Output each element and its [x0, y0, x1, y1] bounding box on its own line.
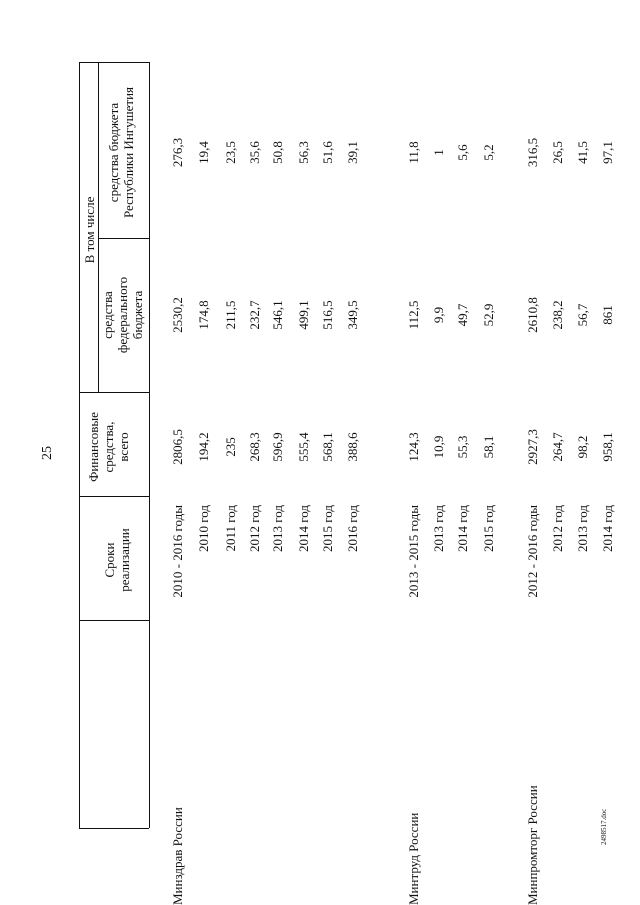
- cell-period: 2015 год: [481, 505, 496, 552]
- cell-total: 124,3: [406, 432, 421, 462]
- cell-period: 2010 год: [196, 505, 211, 552]
- cell-period: 2013 год: [270, 505, 285, 552]
- cell-regional: 23,5: [223, 141, 238, 164]
- cell-federal: 52,9: [481, 303, 496, 327]
- cell-federal: 349,5: [345, 300, 360, 330]
- cell-period: 2014 год: [296, 505, 311, 552]
- cell-federal: 232,7: [247, 300, 262, 330]
- header-regional: средства бюджета Республики Ингушетия: [106, 86, 136, 219]
- cell-period: 2011 год: [223, 505, 238, 552]
- cell-total: 2806,5: [170, 429, 185, 465]
- page-number: 25: [40, 446, 55, 460]
- cell-total: 268,3: [247, 432, 262, 462]
- cell-regional: 11,8: [406, 141, 421, 164]
- cell-federal: 861: [600, 305, 615, 325]
- cell-period: 2014 год: [600, 505, 615, 552]
- cell-federal: 516,5: [320, 300, 335, 330]
- cell-regional: 39,1: [345, 141, 360, 164]
- cell-total: 958,1: [600, 432, 615, 462]
- cell-regional: 51,6: [320, 141, 335, 164]
- cell-total: 568,1: [320, 432, 335, 462]
- cell-period: 2015 год: [320, 505, 335, 552]
- cell-federal: 112,5: [406, 300, 421, 330]
- cell-org: Минпромторг России: [525, 785, 540, 905]
- table-rotated: [80, 0, 640, 905]
- cell-period: 2013 год: [431, 505, 446, 552]
- cell-regional: 19,4: [196, 141, 211, 164]
- cell-total: 58,1: [481, 435, 496, 459]
- cell-regional: 26,5: [550, 141, 565, 164]
- cell-period: 2014 год: [455, 505, 470, 552]
- cell-total: 55,3: [455, 435, 470, 459]
- cell-regional: 5,6: [455, 144, 470, 161]
- cell-org: Минтруд России: [406, 812, 421, 905]
- header-period: Сроки реализации: [102, 528, 132, 592]
- header-total: Финансовые средства, всего: [86, 412, 131, 482]
- header-including: В том числе: [82, 196, 97, 264]
- cell-org: Минздрав России: [170, 807, 185, 905]
- cell-period: 2012 год: [247, 505, 262, 552]
- cell-federal: 499,1: [296, 300, 311, 330]
- cell-period: 2013 - 2015 годы: [406, 505, 421, 598]
- cell-regional: 276,3: [170, 137, 185, 168]
- cell-regional: 35,6: [247, 141, 262, 164]
- cell-total: 10,9: [431, 435, 446, 459]
- cell-total: 264,7: [550, 432, 565, 462]
- cell-period: 2012 год: [550, 505, 565, 552]
- cell-federal: 211,5: [223, 300, 238, 330]
- cell-total: 98,2: [575, 435, 590, 459]
- cell-total: 194,2: [196, 432, 211, 462]
- cell-total: 596,9: [270, 432, 285, 462]
- cell-federal: 56,7: [575, 303, 590, 327]
- cell-total: 235: [223, 437, 238, 457]
- cell-total: 2927,3: [525, 429, 540, 465]
- cell-federal: 2610,8: [525, 297, 540, 333]
- cell-regional: 1: [431, 149, 446, 156]
- cell-regional: 316,5: [525, 137, 540, 168]
- cell-period: 2016 год: [345, 505, 360, 552]
- header-federal: средства федерального бюджета: [100, 276, 145, 354]
- cell-regional: 50,8: [270, 141, 285, 164]
- cell-period: 2010 - 2016 годы: [170, 505, 185, 598]
- cell-federal: 49,7: [455, 303, 470, 327]
- cell-regional: 5,2: [481, 144, 496, 161]
- cell-total: 555,4: [296, 432, 311, 462]
- cell-federal: 2530,2: [170, 297, 185, 333]
- footer-filename: 2498517.doc: [600, 808, 608, 845]
- cell-period: 2012 - 2016 годы: [525, 505, 540, 598]
- cell-total: 388,6: [345, 432, 360, 462]
- cell-federal: 546,1: [270, 300, 285, 330]
- cell-regional: 41,5: [575, 141, 590, 164]
- cell-federal: 9,9: [431, 306, 446, 324]
- cell-period: 2013 год: [575, 505, 590, 552]
- cell-regional: 56,3: [296, 141, 311, 164]
- cell-federal: 238,2: [550, 300, 565, 330]
- cell-federal: 174,8: [196, 300, 211, 330]
- cell-regional: 97,1: [600, 141, 615, 164]
